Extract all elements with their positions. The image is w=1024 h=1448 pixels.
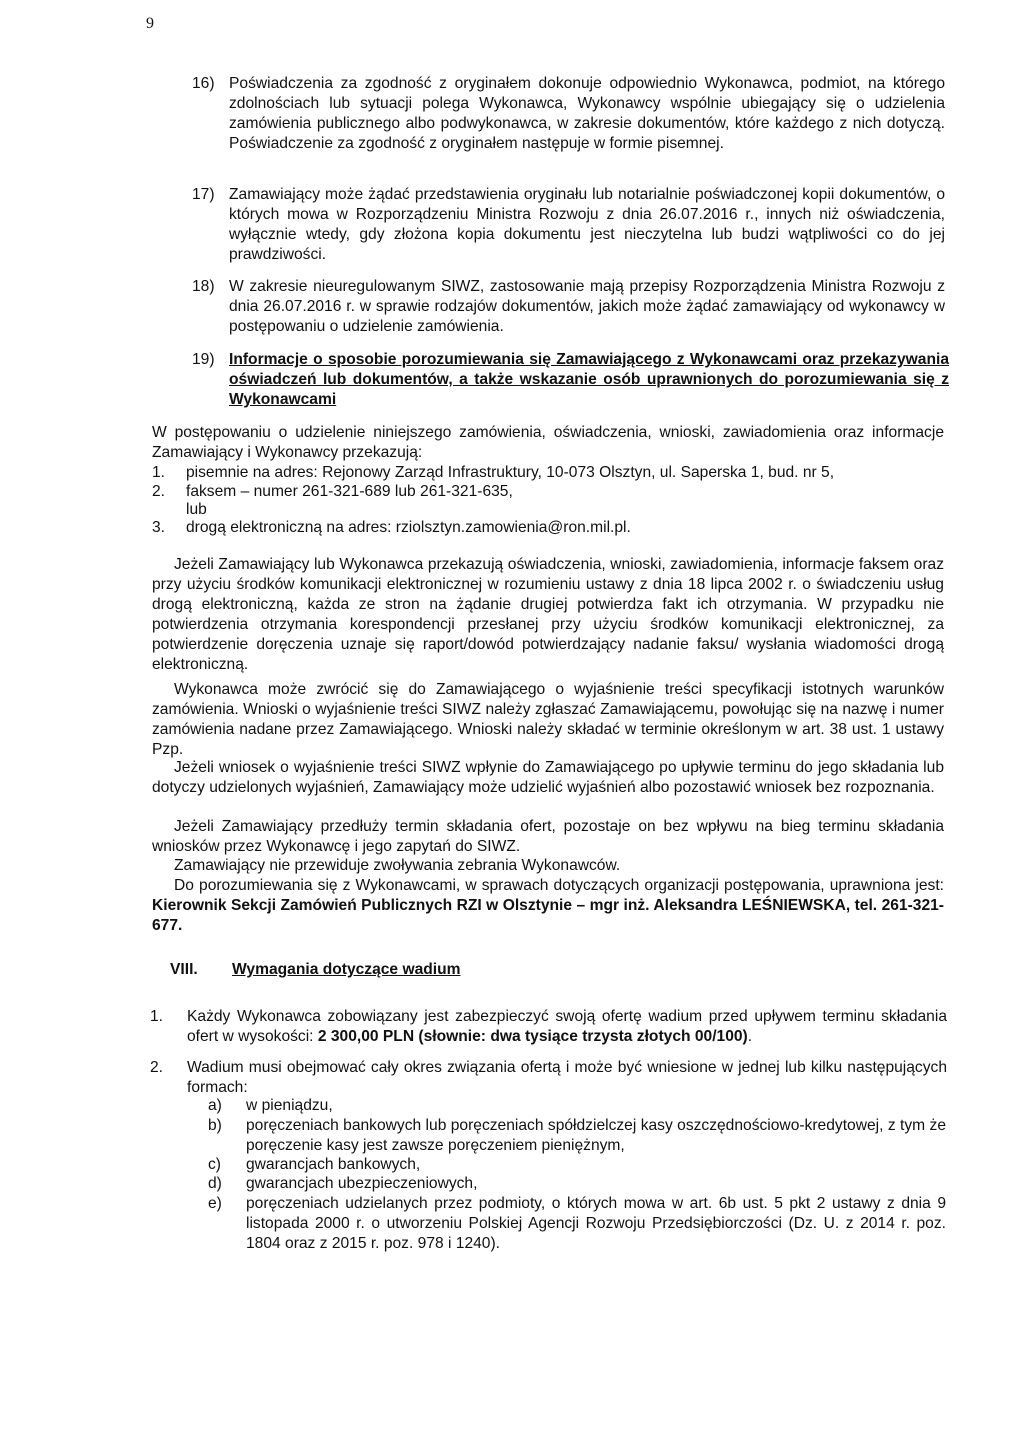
- section-heading: Wymagania dotyczące wadium: [232, 961, 461, 978]
- page-number: 9: [146, 15, 154, 32]
- list-letter: b): [208, 1117, 222, 1134]
- list-text: poręczeniach udzielanych przez podmioty, o których mowa w art. 6b ust. 5 pkt 2 ustawy z dnia 9 listopada 2000 r. o utworzeniu Polskiej Agencji Rozwoju Przedsiębiorczości (Dz. U. z 2014 r. poz. 1804 oraz z 2015 r. poz. 978 i 1240).: [246, 1195, 946, 1252]
- section-number: VIII.: [170, 961, 198, 978]
- list-letter: a): [208, 1097, 222, 1114]
- item-number: 17): [192, 186, 215, 203]
- wadium-prefix: Każdy Wykonawca zobowiązany jest zabezpieczyć swoją ofertę wadium przed upływem terminu składania ofert w wysokości:: [187, 1008, 947, 1045]
- list-text: gwarancjach bankowych,: [246, 1156, 421, 1173]
- list-text: [187, 1007, 947, 1047]
- list-text: w pieniądzu,: [246, 1097, 333, 1114]
- list-text: drogą elektroniczną na adres: rziolsztyn.zamowienia@ron.mil.pl.: [186, 519, 631, 536]
- list-number: 1.: [152, 464, 166, 481]
- paragraph-contact-person: [152, 876, 944, 936]
- wadium-suffix: .: [747, 1028, 753, 1045]
- list-text: lub: [186, 501, 207, 518]
- contact-person: Kierownik Sekcji Zamówień Publicznych RZI w Olsztynie – mgr inż. Aleksandra LEŚNIEWSKA, tel. 261-321-677.: [152, 897, 944, 934]
- item-number: 18): [192, 278, 215, 295]
- list-letter: d): [208, 1175, 222, 1192]
- paragraph-siwz-questions: Wykonawca może zwrócić się do Zamawiającego o wyjaśnienie treści specyfikacji istotnych warunków zamówienia. Wnioski o wyjaśnienie treści SIWZ należy zgłaszać Zamawiającemu, powołując się na nazwę i numer zamówienia nadane przez Zamawiającego. Wnioski należy składać w terminie określonym w art. 38 ust. 1 ustawy Pzp.: [152, 681, 944, 758]
- paragraph-fax-electronic: Jeżeli Zamawiający lub Wykonawca przekazują oświadczenia, wnioski, zawiadomienia, informacje faksem oraz przy użyciu środków komunikacji elektronicznej w rozumieniu ustawy z dnia 18 lipca 2002 r. o świadczeniu usług drogą elektroniczną, każda ze stron na żądanie drugiej potwierdza fakt ich otrzymania. W przypadku nie potwierdzenia otrzymania korespondencji przesłanej przy użyciu środków komunikacji elektronicznej, za potwierdzenie doręczenia uznaje się raport/dowód potwierdzający nadanie faksu/ wysłania wiadomości drogą elektroniczną.: [152, 556, 944, 673]
- list-text: faksem – numer 261-321-689 lub 261-321-635,: [186, 483, 513, 500]
- list-letter: e): [208, 1195, 222, 1212]
- list-number: 2.: [150, 1059, 164, 1076]
- paragraph-no-meeting: Zamawiający nie przewiduje zwoływania zebrania Wykonawców.: [174, 857, 621, 874]
- list-number: 3.: [152, 519, 166, 536]
- list-text: Wadium musi obejmować cały okres związania ofertą i może być wniesione w jednej lub kilku następujących formach:: [187, 1059, 947, 1096]
- list-number: 2.: [152, 483, 166, 500]
- list-text: poręczeniach bankowych lub poręczeniach spółdzielczej kasy oszczędnościowo-kredytowej, z tym że poręczenie kasy jest zawsze poręczeniem pieniężnym,: [246, 1117, 946, 1154]
- section-heading: Informacje o sposobie porozumiewania się Zamawiającego z Wykonawcami oraz przekazywania oświadczeń lub dokumentów, a także wskazanie osób uprawnionych do porozumiewania się z Wykonawcami: [229, 351, 949, 408]
- communication-intro: W postępowaniu o udzielenie niniejszego zamówienia, oświadczenia, wnioski, zawiadomienia oraz informacje Zamawiający i Wykonawcy przekazują:: [152, 424, 944, 461]
- item-number: 16): [192, 75, 215, 92]
- wadium-amount: 2 300,00 PLN (słownie: dwa tysiące trzysta złotych 00/100): [317, 1028, 748, 1045]
- item-text: W zakresie nieuregulowanym SIWZ, zastosowanie mają przepisy Rozporządzenia Ministra Rozwoju z dnia 26.07.2016 r. w sprawie rodzajów dokumentów, jakich może żądać zamawiający od wykonawcy w postępowaniu o udzielenie zamówienia.: [229, 278, 945, 335]
- list-text: pisemnie na adres: Rejonowy Zarząd Infrastruktury, 10-073 Olsztyn, ul. Saperska 1, bud. nr 5,: [186, 464, 835, 481]
- list-number: 1.: [150, 1008, 164, 1025]
- list-letter: c): [208, 1156, 221, 1173]
- paragraph-late-request: Jeżeli wniosek o wyjaśnienie treści SIWZ wpłynie do Zamawiającego po upływie terminu do jego składania lub dotyczy udzielonych wyjaśnień, Zamawiający może udzielić wyjaśnień albo pozostawić wniosek bez rozpoznania.: [152, 759, 944, 796]
- item-number: 19): [192, 351, 215, 368]
- item-text: Poświadczenia za zgodność z oryginałem dokonuje odpowiednio Wykonawca, podmiot, na którego zdolnościach lub sytuacji polega Wykonawca, Wykonawcy wspólnie ubiegający się o udzielenia zamówienia publicznego albo podwykonawca, w zakresie dokumentów, które każdego z nich dotyczą. Poświadczenie za zgodność z oryginałem następuje w formie pisemnej.: [229, 75, 945, 152]
- paragraph-deadline-extension: Jeżeli Zamawiający przedłuży termin składania ofert, pozostaje on bez wpływu na bieg terminu składania wniosków przez Wykonawcę i jego zapytań do SIWZ.: [152, 818, 944, 855]
- item-text: Zamawiający może żądać przedstawienia oryginału lub notarialnie poświadczonej kopii dokumentów, o których mowa w Rozporządzeniu Ministra Rozwoju z dnia 26.07.2016 r., innych niż oświadczenia, wyłącznie wtedy, gdy złożona kopia dokumentu jest nieczytelna lub budzi wątpliwości co do jej prawdziwości.: [229, 186, 945, 263]
- contact-prefix: Do porozumiewania się z Wykonawcami, w sprawach dotyczących organizacji postępowania, uprawniona jest:: [174, 877, 944, 894]
- list-text: gwarancjach ubezpieczeniowych,: [246, 1175, 478, 1192]
